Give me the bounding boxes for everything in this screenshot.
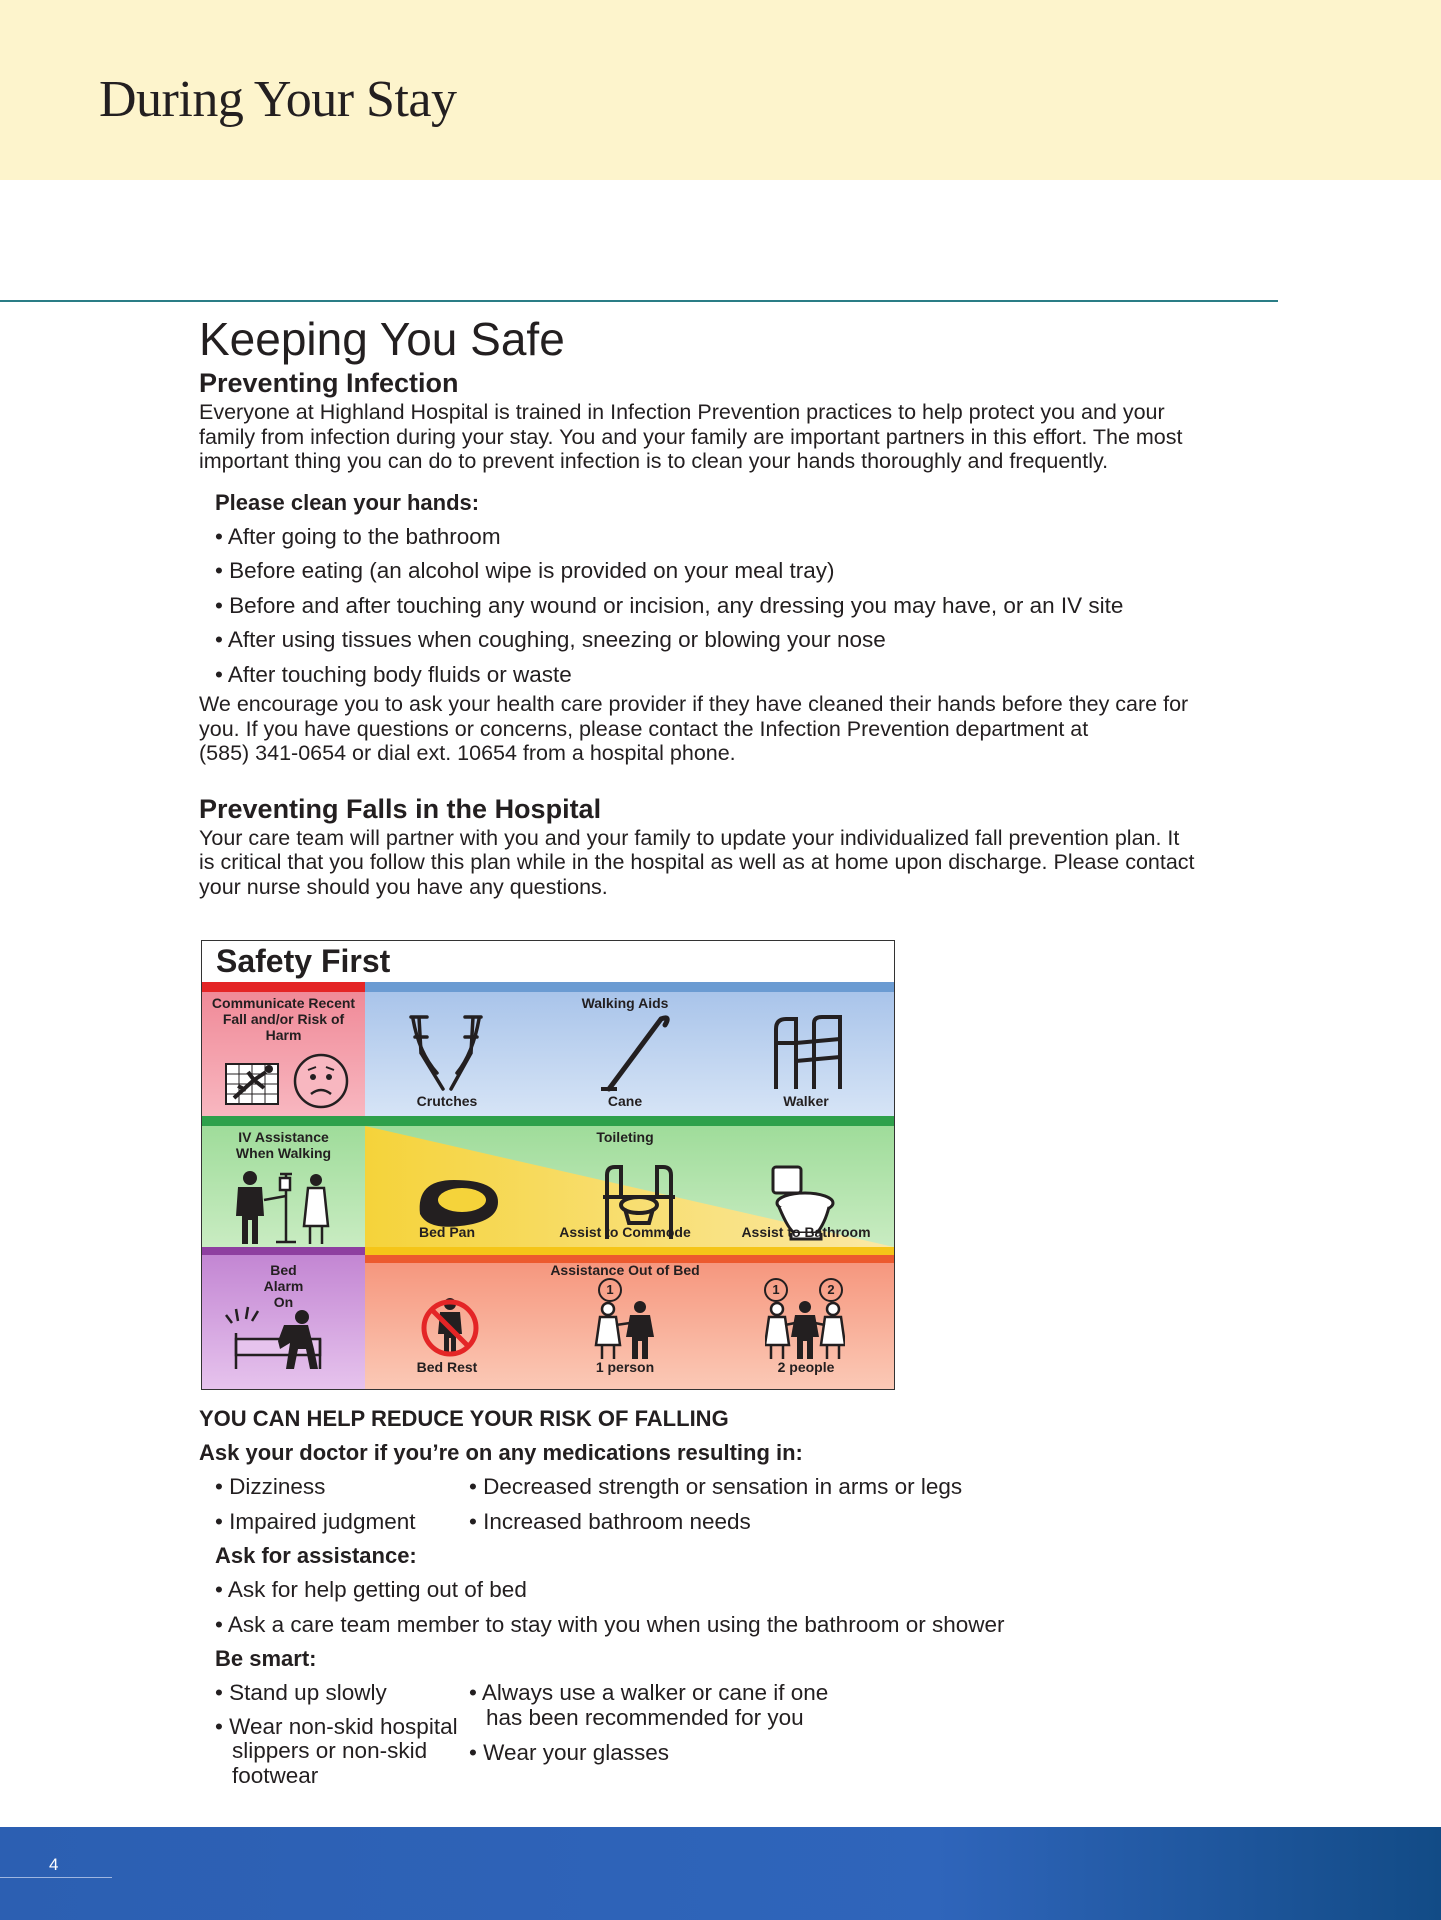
list-item: • Ask for help getting out of bed <box>215 1577 527 1602</box>
text-line: family from infection during your stay. You and your family are important partners in this effort. The most <box>199 424 1183 449</box>
two-people-assist-icon <box>765 1301 845 1361</box>
list-item: • Increased bathroom needs <box>469 1508 751 1534</box>
main-content <box>199 312 1259 899</box>
worried-face-icon <box>292 1052 350 1110</box>
falls-intro <box>199 826 1259 900</box>
list-item <box>469 1681 828 1730</box>
red-bar <box>202 982 365 992</box>
walker-icon <box>770 1013 850 1093</box>
text-line: important thing you can do to prevent infection is to clean your hands thoroughly and frequently. <box>199 449 1109 473</box>
list-item: • After using tissues when coughing, sneezing or blowing your nose <box>215 627 886 652</box>
section-header <box>0 0 1441 180</box>
meds-lead: Ask your doctor if you’re on any medications resulting in: <box>199 1440 803 1465</box>
text-line: has been recommended for you <box>486 1704 804 1730</box>
infection-intro <box>199 400 1259 474</box>
divider-rule <box>0 300 1278 302</box>
infection-heading: Preventing Infection <box>199 368 459 398</box>
page-number: 4 <box>49 1855 59 1874</box>
list-item: • Wear your glasses <box>469 1740 670 1765</box>
text-line: Everyone at Highland Hospital is trained in Infection Prevention practices to help protect you and your <box>199 400 1165 424</box>
crutches-icon <box>407 1013 487 1093</box>
purple-bar <box>202 1247 365 1255</box>
badge-one: 1 <box>598 1278 622 1302</box>
calendar-fall-icon <box>224 1058 282 1108</box>
iv-assist-label: IV Assistance When Walking <box>235 1129 332 1161</box>
footer-rule <box>0 1877 112 1878</box>
bed-alarm-label: Bed Alarm On <box>263 1262 304 1310</box>
safety-first-chart <box>201 940 895 1390</box>
toileting-label: Toileting <box>596 1129 654 1145</box>
walking-aids-label: Walking Aids <box>581 995 669 1011</box>
list-item <box>199 1715 469 1789</box>
list-item: • Decreased strength or sensation in arms or legs <box>469 1474 963 1499</box>
commode-caption: Assist to Commode <box>559 1224 691 1240</box>
chart-title: Safety First <box>216 943 391 979</box>
list-item: • Dizziness <box>215 1474 326 1499</box>
badge-one: 1 <box>764 1278 788 1302</box>
list-item: • Before eating (an alcohol wipe is provided on your meal tray) <box>215 558 835 583</box>
meds-columns <box>199 1470 1259 1539</box>
cane-caption: Cane <box>607 1093 643 1109</box>
text-line: is critical that you follow this plan while in the hospital as well as at home upon discharge. Please contact <box>199 850 1195 874</box>
bed-rest-caption: Bed Rest <box>416 1359 478 1375</box>
text-line: your nurse should you have any questions. <box>199 874 608 899</box>
green-bar <box>202 1116 894 1126</box>
page-title: Keeping You Safe <box>199 313 565 365</box>
blue-bar <box>365 982 894 992</box>
yellow-bar <box>365 1247 894 1255</box>
list-item: • Stand up slowly <box>215 1680 387 1705</box>
risk-section <box>199 1402 1259 1794</box>
text-line: you. If you have questions or concerns, please contact the Infection Prevention department at <box>199 716 1089 741</box>
bed-rest-icon <box>418 1294 482 1358</box>
smart-lead: Be smart: <box>215 1646 317 1671</box>
iv-walking-icon <box>230 1170 340 1245</box>
cane-icon <box>599 1013 679 1093</box>
hands-lead: Please clean your hands: <box>215 489 480 515</box>
list-item: • After going to the bathroom <box>215 523 501 549</box>
bed-alarm-icon <box>222 1303 342 1373</box>
bathroom-caption: Assist to Bathroom <box>741 1224 871 1240</box>
one-person-caption: 1 person <box>595 1359 655 1375</box>
walker-caption: Walker <box>783 1093 829 1109</box>
page-footer <box>0 1827 1441 1920</box>
badge-two: 2 <box>819 1278 843 1302</box>
bedpan-caption: Bed Pan <box>418 1224 475 1240</box>
text-line: footwear <box>232 1762 319 1788</box>
text-line: slippers or non-skid <box>232 1738 428 1763</box>
text-line: • Always use a walker or cane if one <box>469 1680 829 1705</box>
two-people-caption: 2 people <box>777 1359 835 1375</box>
list-item: • Impaired judgment <box>215 1508 416 1534</box>
crutches-caption: Crutches <box>416 1093 478 1109</box>
list-item: • Ask a care team member to stay with you when using the bathroom or shower <box>215 1611 1005 1637</box>
section-title: During Your Stay <box>99 71 457 128</box>
text-line: Your care team will partner with you and your family to update your individualized fall prevention plan. It <box>199 825 1180 850</box>
smart-columns <box>199 1676 1259 1794</box>
list-item: • Before and after touching any wound or incision, any dressing you may have, or an IV site <box>215 592 1124 618</box>
risk-heading: YOU CAN HELP REDUCE YOUR RISK OF FALLING <box>199 1406 729 1431</box>
falls-heading: Preventing Falls in the Hospital <box>199 793 602 824</box>
infection-outro <box>199 692 1259 766</box>
fall-risk-label: Communicate Recent Fall and/or Risk of Harm <box>211 995 356 1043</box>
list-item: • After touching body fluids or waste <box>215 661 572 687</box>
out-of-bed-label: Assistance Out of Bed <box>550 1262 700 1278</box>
text-line: We encourage you to ask your health care provider if they have cleaned their hands before they care for <box>199 692 1189 716</box>
assist-lead: Ask for assistance: <box>215 1543 417 1568</box>
one-person-assist-icon <box>592 1301 666 1361</box>
text-line: • Wear non-skid hospital <box>215 1713 458 1739</box>
text-line: (585) 341-0654 or dial ext. 10654 from a hospital phone. <box>199 741 736 765</box>
